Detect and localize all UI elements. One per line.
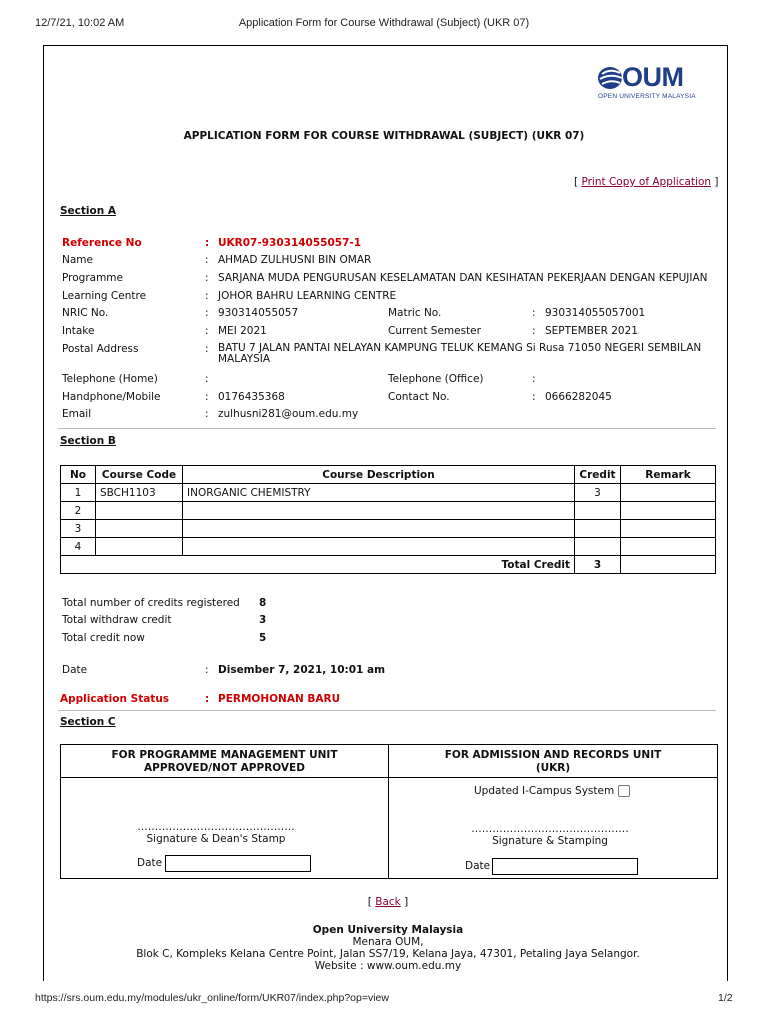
nric-colon: : [205,307,209,319]
row-desc [183,520,575,538]
credits-registered-value: 8 [259,597,267,609]
row-remark [621,520,716,538]
email-label: Email [62,408,92,420]
pmu-signature [61,821,371,845]
tel-home-label: Telephone (Home) [62,373,158,385]
application-status-colon: : [205,693,210,705]
pmu-header-line-1: FOR PROGRAMME MANAGEMENT UNIT [111,749,338,761]
nric-label: NRIC No. [62,307,109,319]
row-code: SBCH1103 [96,484,183,502]
print-copy-link[interactable]: Print Copy of Application [581,176,712,188]
row-credit [575,538,621,556]
matric-colon: : [532,307,536,319]
ukr-date-input[interactable] [492,858,638,875]
contact-colon: : [532,391,536,403]
row-no: 3 [61,520,96,538]
pmu-header [61,749,388,775]
name-colon: : [205,254,209,266]
semester-value: SEPTEMBER 2021 [545,325,638,337]
ukr-signature-dots: ……………………………………… [471,823,629,835]
row-remark [621,538,716,556]
col-no: No [61,466,96,484]
university-name: Open University Malaysia [312,924,464,936]
ukr-signature-label: Signature & Stamping [492,835,608,847]
course-table [60,465,716,574]
row-credit [575,520,621,538]
table-row [61,538,716,556]
intake-colon: : [205,325,209,337]
logo-text: OUM [622,62,684,92]
pmu-date-label: Date [137,857,163,869]
print-link-wrapper [574,176,719,188]
print-url: https://srs.oum.edu.my/modules/ukr_online/form/UKR07/index.php?op=view [35,992,389,1004]
email-value: zulhusni281@oum.edu.my [218,408,359,420]
application-status-label: Application Status [60,693,170,705]
col-remark: Remark [621,466,716,484]
icampus-label: Updated I-Campus System [474,785,615,797]
programme-colon: : [205,272,209,284]
row-no: 1 [61,484,96,502]
table-row [61,520,716,538]
ukr-header-line-1: FOR ADMISSION AND RECORDS UNIT [444,749,662,761]
matric-label: Matric No. [388,307,442,319]
row-no: 4 [61,538,96,556]
ukr-header [389,749,717,775]
ukr-header-line-2: (UKR) [535,762,571,774]
reference-label: Reference No [62,237,142,249]
ukr-date-label: Date [465,860,491,872]
row-remark [621,484,716,502]
semester-colon: : [532,325,536,337]
row-desc: INORGANIC CHEMISTRY [183,484,575,502]
approval-box [60,744,718,879]
nric-value: 930314055057 [218,307,299,319]
row-code [96,520,183,538]
row-desc [183,538,575,556]
contact-label: Contact No. [388,391,450,403]
handphone-label: Handphone/Mobile [62,391,161,403]
back-bracket-open: [ [367,896,372,908]
programme-label: Programme [62,272,123,284]
semester-label: Current Semester [388,325,481,337]
icampus-checkbox[interactable] [618,785,630,797]
matric-value: 930314055057001 [545,307,646,319]
row-credit: 3 [575,484,621,502]
credit-now-label: Total credit now [62,632,145,644]
oum-logo [596,62,711,102]
pmu-signature-label: Signature & Dean's Stamp [146,833,286,845]
bracket-open: [ [574,176,579,188]
name-label: Name [62,254,93,266]
row-remark [621,502,716,520]
row-code [96,538,183,556]
row-no: 2 [61,502,96,520]
university-line-1: Menara OUM, [352,936,424,948]
col-course-description: Course Description [183,466,575,484]
table-row [61,484,716,502]
tel-office-label: Telephone (Office) [388,373,484,385]
university-line-2: Blok C, Kompleks Kelana Centre Point, Jalan SS7/19, Kelana Jaya, 47301, Petaling Jaya Selangor. [136,948,640,960]
reference-colon: : [205,237,210,249]
date-value: Disember 7, 2021, 10:01 am [218,664,386,676]
handphone-colon: : [205,391,209,403]
print-title: Application Form for Course Withdrawal (Subject) (UKR 07) [238,17,530,29]
withdraw-credit-label: Total withdraw credit [62,614,172,626]
total-credit-label: Total Credit [61,556,575,574]
reference-value: UKR07-930314055057-1 [218,237,362,249]
back-link-wrapper [0,896,768,908]
course-table-header [61,466,716,484]
handphone-value: 0176435368 [218,391,285,403]
address-label: Postal Address [62,343,139,355]
section-b-heading: Section B [60,435,116,447]
programme-value: SARJANA MUDA PENGURUSAN KESELAMATAN DAN KESIHATAN PEKERJAAN DENGAN KEPUJIAN [218,272,708,284]
table-row [61,502,716,520]
pmu-signature-dots: ……………………………………… [137,821,295,833]
learning-centre-value: JOHOR BAHRU LEARNING CENTRE [218,290,397,302]
back-bracket-close: ] [404,896,409,908]
total-row [61,556,716,574]
total-remark [621,556,716,574]
bracket-close: ] [714,176,719,188]
row-code [96,502,183,520]
learning-centre-label: Learning Centre [62,290,147,302]
col-credit: Credit [575,466,621,484]
tel-office-colon: : [532,373,536,385]
section-a-heading: Section A [60,205,116,217]
address-line-2: MALAYSIA [218,353,271,365]
intake-label: Intake [62,325,95,337]
withdraw-credit-value: 3 [259,614,267,626]
ukr-signature [389,823,711,847]
address-colon: : [205,343,209,355]
address-line-1: BATU 7 JALAN PANTAI NELAYAN KAMPUNG TELUK KEMANG Si Rusa 71050 NEGERI SEMBILAN [218,342,702,354]
email-colon: : [205,408,209,420]
address-value [218,343,708,365]
divider-a [58,428,716,429]
name-value: AHMAD ZULHUSNI BIN OMAR [218,254,372,266]
learning-centre-colon: : [205,290,209,302]
icampus-row [474,785,630,797]
university-info [0,924,768,972]
intake-value: MEI 2021 [218,325,267,337]
pmu-header-line-2: APPROVED/NOT APPROVED [144,762,305,774]
print-datetime: 12/7/21, 10:02 AM [35,17,125,29]
contact-value: 0666282045 [545,391,612,403]
logo-subtitle: OPEN UNIVERSITY MALAYSIA [598,93,696,100]
total-credit-value: 3 [575,556,621,574]
credits-registered-label: Total number of credits registered [62,597,240,609]
tel-home-colon: : [205,373,209,385]
form-title: APPLICATION FORM FOR COURSE WITHDRAWAL (SUBJECT) (UKR 07) [183,130,585,142]
divider-b [58,710,716,711]
date-label: Date [62,664,88,676]
section-c-heading: Section C [60,716,116,728]
credit-now-value: 5 [259,632,267,644]
application-status-value: PERMOHONAN BARU [218,693,341,705]
back-link[interactable]: Back [375,896,401,908]
row-credit [575,502,621,520]
print-page-number: 1/2 [718,992,733,1004]
date-colon: : [205,664,209,676]
university-website: Website : www.oum.edu.my [314,960,462,972]
pmu-date-input[interactable] [165,855,311,872]
col-course-code: Course Code [96,466,183,484]
row-desc [183,502,575,520]
approval-divider-horizontal [61,777,717,778]
